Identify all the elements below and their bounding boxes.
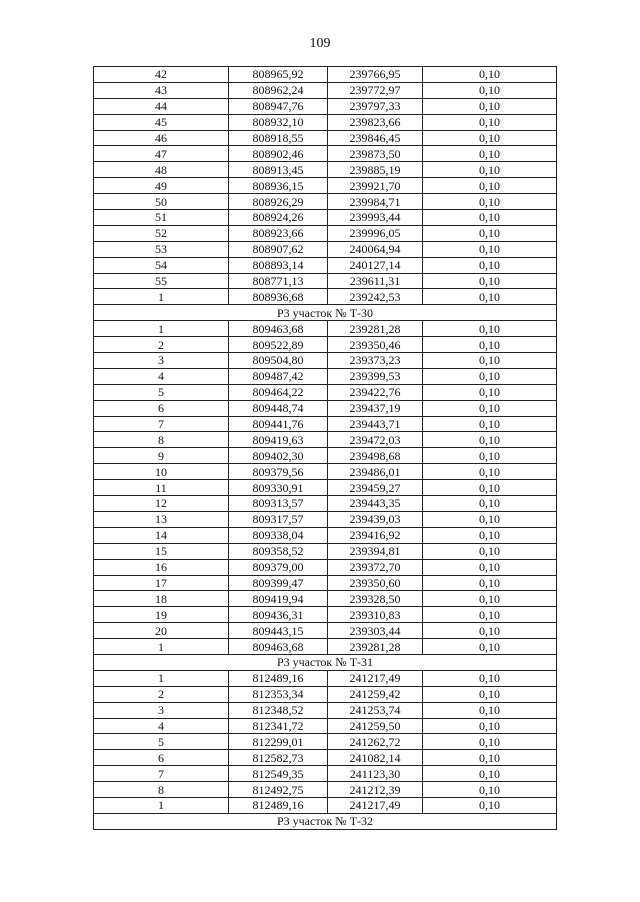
table-row <box>94 718 557 734</box>
point-number-cell: 42 <box>94 67 229 83</box>
y-coordinate-cell: 239766,95 <box>328 67 423 83</box>
x-coordinate-cell: 809399,47 <box>229 575 328 591</box>
table-row <box>94 146 557 162</box>
y-coordinate-cell: 239885,19 <box>328 162 423 178</box>
error-cell: 0,10 <box>423 273 557 289</box>
y-coordinate-cell: 239921,70 <box>328 178 423 194</box>
error-cell: 0,10 <box>423 82 557 98</box>
x-coordinate-cell: 812582,73 <box>229 750 328 766</box>
point-number-cell: 47 <box>94 146 229 162</box>
point-number-cell: 48 <box>94 162 229 178</box>
coordinates-table <box>93 66 557 830</box>
x-coordinate-cell: 809448,74 <box>229 400 328 416</box>
table-row <box>94 114 557 130</box>
error-cell: 0,10 <box>423 591 557 607</box>
y-coordinate-cell: 239439,03 <box>328 511 423 527</box>
error-cell: 0,10 <box>423 543 557 559</box>
error-cell: 0,10 <box>423 225 557 241</box>
point-number-cell: 7 <box>94 766 229 782</box>
error-cell: 0,10 <box>423 527 557 543</box>
y-coordinate-cell: 239984,71 <box>328 194 423 210</box>
point-number-cell: 1 <box>94 639 229 655</box>
table-row <box>94 432 557 448</box>
x-coordinate-cell: 809419,63 <box>229 432 328 448</box>
x-coordinate-cell: 808926,29 <box>229 194 328 210</box>
error-cell: 0,10 <box>423 98 557 114</box>
table-row <box>94 686 557 702</box>
y-coordinate-cell: 241212,39 <box>328 782 423 798</box>
point-number-cell: 49 <box>94 178 229 194</box>
y-coordinate-cell: 241259,42 <box>328 686 423 702</box>
point-number-cell: 5 <box>94 384 229 400</box>
x-coordinate-cell: 812353,34 <box>229 686 328 702</box>
table-row <box>94 98 557 114</box>
table-row <box>94 368 557 384</box>
x-coordinate-cell: 809358,52 <box>229 543 328 559</box>
y-coordinate-cell: 239394,81 <box>328 543 423 559</box>
point-number-cell: 1 <box>94 797 229 813</box>
table-row <box>94 591 557 607</box>
point-number-cell: 2 <box>94 686 229 702</box>
x-coordinate-cell: 808924,26 <box>229 210 328 226</box>
error-cell: 0,10 <box>423 241 557 257</box>
error-cell: 0,10 <box>423 511 557 527</box>
error-cell: 0,10 <box>423 257 557 273</box>
x-coordinate-cell: 808936,68 <box>229 289 328 305</box>
point-number-cell: 16 <box>94 559 229 575</box>
section-title: Р3 участок № Т-31 <box>94 654 557 670</box>
point-number-cell: 18 <box>94 591 229 607</box>
point-number-cell: 14 <box>94 527 229 543</box>
x-coordinate-cell: 812299,01 <box>229 734 328 750</box>
point-number-cell: 7 <box>94 416 229 432</box>
error-cell: 0,10 <box>423 496 557 512</box>
x-coordinate-cell: 808907,62 <box>229 241 328 257</box>
y-coordinate-cell: 241082,14 <box>328 750 423 766</box>
table-row <box>94 559 557 575</box>
x-coordinate-cell: 812341,72 <box>229 718 328 734</box>
point-number-cell: 20 <box>94 623 229 639</box>
y-coordinate-cell: 239399,53 <box>328 368 423 384</box>
error-cell: 0,10 <box>423 782 557 798</box>
error-cell: 0,10 <box>423 146 557 162</box>
y-coordinate-cell: 239996,05 <box>328 225 423 241</box>
table-row <box>94 607 557 623</box>
y-coordinate-cell: 239772,97 <box>328 82 423 98</box>
point-number-cell: 5 <box>94 734 229 750</box>
y-coordinate-cell: 241217,49 <box>328 797 423 813</box>
y-coordinate-cell: 241253,74 <box>328 702 423 718</box>
error-cell: 0,10 <box>423 416 557 432</box>
table-row <box>94 178 557 194</box>
table-row <box>94 67 557 83</box>
error-cell: 0,10 <box>423 67 557 83</box>
x-coordinate-cell: 809487,42 <box>229 368 328 384</box>
table-row <box>94 337 557 353</box>
table-row <box>94 273 557 289</box>
table-row <box>94 353 557 369</box>
y-coordinate-cell: 239372,70 <box>328 559 423 575</box>
error-cell: 0,10 <box>423 114 557 130</box>
table-row <box>94 782 557 798</box>
x-coordinate-cell: 809463,68 <box>229 321 328 337</box>
y-coordinate-cell: 239472,03 <box>328 432 423 448</box>
x-coordinate-cell: 808902,46 <box>229 146 328 162</box>
table-row <box>94 766 557 782</box>
y-coordinate-cell: 239373,23 <box>328 353 423 369</box>
x-coordinate-cell: 809379,00 <box>229 559 328 575</box>
x-coordinate-cell: 808932,10 <box>229 114 328 130</box>
x-coordinate-cell: 808965,92 <box>229 67 328 83</box>
x-coordinate-cell: 808923,66 <box>229 225 328 241</box>
error-cell: 0,10 <box>423 559 557 575</box>
y-coordinate-cell: 239823,66 <box>328 114 423 130</box>
point-number-cell: 6 <box>94 400 229 416</box>
table-row <box>94 241 557 257</box>
table-row <box>94 257 557 273</box>
y-coordinate-cell: 239281,28 <box>328 639 423 655</box>
y-coordinate-cell: 239873,50 <box>328 146 423 162</box>
error-cell: 0,10 <box>423 384 557 400</box>
table-row <box>94 623 557 639</box>
y-coordinate-cell: 239846,45 <box>328 130 423 146</box>
y-coordinate-cell: 239303,44 <box>328 623 423 639</box>
table-row <box>94 496 557 512</box>
x-coordinate-cell: 808913,45 <box>229 162 328 178</box>
point-number-cell: 12 <box>94 496 229 512</box>
x-coordinate-cell: 809338,04 <box>229 527 328 543</box>
point-number-cell: 1 <box>94 289 229 305</box>
y-coordinate-cell: 241259,50 <box>328 718 423 734</box>
point-number-cell: 52 <box>94 225 229 241</box>
error-cell: 0,10 <box>423 178 557 194</box>
x-coordinate-cell: 809317,57 <box>229 511 328 527</box>
table-row <box>94 210 557 226</box>
section-header-row <box>94 305 557 321</box>
table-row <box>94 400 557 416</box>
error-cell: 0,10 <box>423 321 557 337</box>
error-cell: 0,10 <box>423 289 557 305</box>
table-row <box>94 384 557 400</box>
x-coordinate-cell: 812489,16 <box>229 797 328 813</box>
y-coordinate-cell: 241262,72 <box>328 734 423 750</box>
table-row <box>94 194 557 210</box>
point-number-cell: 10 <box>94 464 229 480</box>
point-number-cell: 8 <box>94 432 229 448</box>
point-number-cell: 4 <box>94 368 229 384</box>
y-coordinate-cell: 239350,60 <box>328 575 423 591</box>
table-row <box>94 511 557 527</box>
x-coordinate-cell: 808893,14 <box>229 257 328 273</box>
y-coordinate-cell: 239498,68 <box>328 448 423 464</box>
point-number-cell: 13 <box>94 511 229 527</box>
x-coordinate-cell: 808918,55 <box>229 130 328 146</box>
coordinates-table-body <box>94 67 557 830</box>
x-coordinate-cell: 809441,76 <box>229 416 328 432</box>
table-row <box>94 702 557 718</box>
x-coordinate-cell: 809522,89 <box>229 337 328 353</box>
y-coordinate-cell: 239242,53 <box>328 289 423 305</box>
section-title: Р3 участок № Т-30 <box>94 305 557 321</box>
point-number-cell: 53 <box>94 241 229 257</box>
x-coordinate-cell: 812348,52 <box>229 702 328 718</box>
section-title: Р3 участок № Т-32 <box>94 813 557 829</box>
point-number-cell: 46 <box>94 130 229 146</box>
point-number-cell: 17 <box>94 575 229 591</box>
point-number-cell: 55 <box>94 273 229 289</box>
error-cell: 0,10 <box>423 797 557 813</box>
x-coordinate-cell: 809313,57 <box>229 496 328 512</box>
x-coordinate-cell: 809504,80 <box>229 353 328 369</box>
table-row <box>94 639 557 655</box>
y-coordinate-cell: 239310,83 <box>328 607 423 623</box>
y-coordinate-cell: 241217,49 <box>328 670 423 686</box>
x-coordinate-cell: 808962,24 <box>229 82 328 98</box>
table-row <box>94 130 557 146</box>
y-coordinate-cell: 239422,76 <box>328 384 423 400</box>
table-row <box>94 448 557 464</box>
error-cell: 0,10 <box>423 353 557 369</box>
table-row <box>94 225 557 241</box>
error-cell: 0,10 <box>423 766 557 782</box>
y-coordinate-cell: 240064,94 <box>328 241 423 257</box>
x-coordinate-cell: 808771,13 <box>229 273 328 289</box>
point-number-cell: 51 <box>94 210 229 226</box>
table-row <box>94 734 557 750</box>
y-coordinate-cell: 239486,01 <box>328 464 423 480</box>
error-cell: 0,10 <box>423 448 557 464</box>
error-cell: 0,10 <box>423 734 557 750</box>
x-coordinate-cell: 809402,30 <box>229 448 328 464</box>
error-cell: 0,10 <box>423 750 557 766</box>
y-coordinate-cell: 239797,33 <box>328 98 423 114</box>
x-coordinate-cell: 809419,94 <box>229 591 328 607</box>
error-cell: 0,10 <box>423 639 557 655</box>
table-row <box>94 575 557 591</box>
y-coordinate-cell: 239611,31 <box>328 273 423 289</box>
x-coordinate-cell: 812492,75 <box>229 782 328 798</box>
y-coordinate-cell: 239443,35 <box>328 496 423 512</box>
y-coordinate-cell: 239350,46 <box>328 337 423 353</box>
y-coordinate-cell: 241123,30 <box>328 766 423 782</box>
y-coordinate-cell: 239328,50 <box>328 591 423 607</box>
error-cell: 0,10 <box>423 464 557 480</box>
table-row <box>94 162 557 178</box>
error-cell: 0,10 <box>423 432 557 448</box>
x-coordinate-cell: 808936,15 <box>229 178 328 194</box>
table-row <box>94 543 557 559</box>
y-coordinate-cell: 239416,92 <box>328 527 423 543</box>
y-coordinate-cell: 239459,27 <box>328 480 423 496</box>
error-cell: 0,10 <box>423 162 557 178</box>
y-coordinate-cell: 239993,44 <box>328 210 423 226</box>
y-coordinate-cell: 239281,28 <box>328 321 423 337</box>
x-coordinate-cell: 809379,56 <box>229 464 328 480</box>
table-row <box>94 750 557 766</box>
error-cell: 0,10 <box>423 718 557 734</box>
error-cell: 0,10 <box>423 702 557 718</box>
x-coordinate-cell: 809463,68 <box>229 639 328 655</box>
point-number-cell: 1 <box>94 670 229 686</box>
error-cell: 0,10 <box>423 607 557 623</box>
table-row <box>94 797 557 813</box>
point-number-cell: 1 <box>94 321 229 337</box>
x-coordinate-cell: 809464,22 <box>229 384 328 400</box>
error-cell: 0,10 <box>423 575 557 591</box>
error-cell: 0,10 <box>423 210 557 226</box>
point-number-cell: 8 <box>94 782 229 798</box>
table-row <box>94 670 557 686</box>
point-number-cell: 19 <box>94 607 229 623</box>
table-row <box>94 321 557 337</box>
y-coordinate-cell: 239443,71 <box>328 416 423 432</box>
x-coordinate-cell: 809330,91 <box>229 480 328 496</box>
error-cell: 0,10 <box>423 623 557 639</box>
x-coordinate-cell: 808947,76 <box>229 98 328 114</box>
point-number-cell: 2 <box>94 337 229 353</box>
x-coordinate-cell: 809443,15 <box>229 623 328 639</box>
point-number-cell: 3 <box>94 353 229 369</box>
error-cell: 0,10 <box>423 686 557 702</box>
error-cell: 0,10 <box>423 130 557 146</box>
y-coordinate-cell: 239437,19 <box>328 400 423 416</box>
point-number-cell: 54 <box>94 257 229 273</box>
point-number-cell: 15 <box>94 543 229 559</box>
section-header-row <box>94 654 557 670</box>
error-cell: 0,10 <box>423 480 557 496</box>
error-cell: 0,10 <box>423 368 557 384</box>
table-row <box>94 464 557 480</box>
table-row <box>94 82 557 98</box>
x-coordinate-cell: 812489,16 <box>229 670 328 686</box>
table-row <box>94 527 557 543</box>
point-number-cell: 3 <box>94 702 229 718</box>
page-number: 109 <box>309 36 331 51</box>
point-number-cell: 4 <box>94 718 229 734</box>
error-cell: 0,10 <box>423 337 557 353</box>
point-number-cell: 44 <box>94 98 229 114</box>
table-row <box>94 416 557 432</box>
point-number-cell: 50 <box>94 194 229 210</box>
y-coordinate-cell: 240127,14 <box>328 257 423 273</box>
point-number-cell: 43 <box>94 82 229 98</box>
point-number-cell: 11 <box>94 480 229 496</box>
error-cell: 0,10 <box>423 194 557 210</box>
table-row <box>94 289 557 305</box>
point-number-cell: 6 <box>94 750 229 766</box>
x-coordinate-cell: 812549,35 <box>229 766 328 782</box>
error-cell: 0,10 <box>423 400 557 416</box>
x-coordinate-cell: 809436,31 <box>229 607 328 623</box>
section-header-row <box>94 813 557 829</box>
table-row <box>94 480 557 496</box>
error-cell: 0,10 <box>423 670 557 686</box>
point-number-cell: 45 <box>94 114 229 130</box>
point-number-cell: 9 <box>94 448 229 464</box>
